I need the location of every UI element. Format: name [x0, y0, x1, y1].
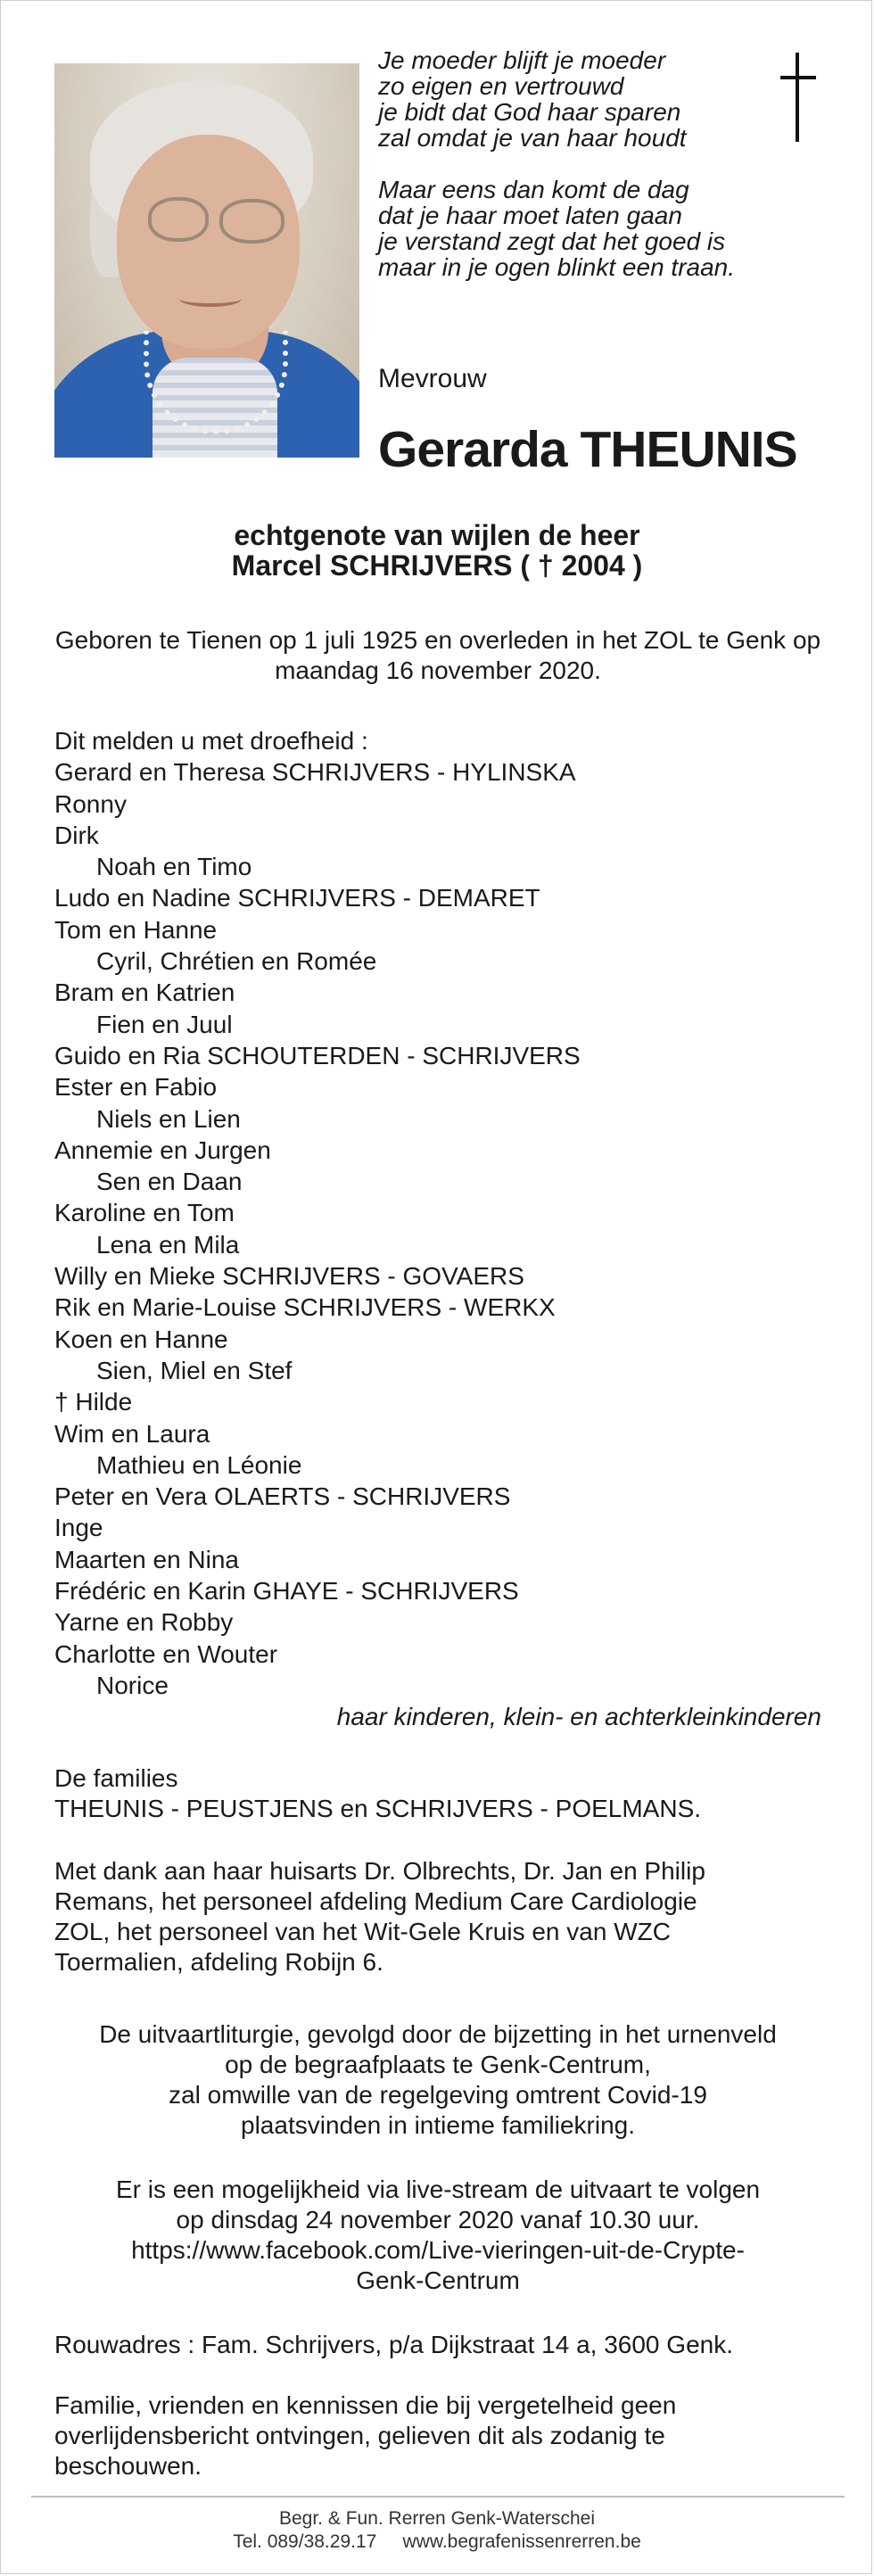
poem-line: Maar eens dan komt de dag — [378, 176, 689, 203]
family-member: Sien, Miel en Stef — [96, 1356, 293, 1384]
family-members — [54, 756, 839, 1701]
family-member: Ludo en Nadine SCHRIJVERS - DEMARET — [54, 884, 540, 912]
family-member: Charlotte en Wouter — [54, 1639, 278, 1668]
cross-icon — [780, 53, 816, 144]
funeral-line: zal omwille van de regelgeving omtrent Covid-19 — [169, 2081, 707, 2109]
family-signature: haar kinderen, klein- en achterkleinkinderen — [336, 1703, 821, 1731]
families-line-2: THEUNIS - PEUSTJENS en SCHRIJVERS - POELMANS. — [54, 1795, 702, 1822]
thanks-line: ZOL, het personeel van het Wit-Gele Kruis en van WZC — [54, 1918, 671, 1945]
closing-block — [54, 2390, 821, 2481]
families-block — [54, 1763, 821, 1824]
thanks-block — [54, 1856, 821, 1977]
family-intro: Dit melden u met droefheid : — [54, 727, 368, 755]
family-member: Dirk — [54, 821, 99, 849]
family-member: Fien en Juul — [96, 1010, 233, 1038]
spouse-info — [1, 520, 873, 581]
family-member: Inge — [54, 1514, 103, 1542]
poem-line: dat je haar moet laten gaan — [378, 202, 682, 229]
poem-stanza-2 — [378, 177, 771, 280]
deceased-name: Gerarda THEUNIS — [378, 421, 797, 478]
family-member: Niels en Lien — [96, 1104, 241, 1133]
poem-line: maar in je ogen blinkt een traan. — [378, 253, 736, 281]
family-member: Noah en Timo — [96, 853, 252, 881]
funeral-line: op de begraafplaats te Genk-Centrum, — [225, 2051, 651, 2078]
poem-line: zal omdat je van haar houdt — [378, 124, 687, 152]
family-member: Ester en Fabio — [54, 1073, 218, 1102]
funeral-home-footer — [1, 2507, 873, 2554]
poem-stanza-1 — [378, 47, 771, 151]
spouse-line-1: echtgenote van wijlen de heer — [234, 519, 640, 551]
families-line-1: De families — [54, 1764, 178, 1792]
family-member: Sen en Daan — [96, 1168, 243, 1196]
family-member: Tom en Hanne — [54, 915, 218, 944]
family-member: Norice — [96, 1671, 169, 1699]
family-member: Lena en Mila — [96, 1230, 240, 1259]
family-member: Koen en Hanne — [54, 1325, 228, 1353]
poem — [378, 47, 771, 306]
closing-line: Familie, vrienden en kennissen die bij vergetelheid geen — [54, 2391, 677, 2419]
salutation: Mevrouw — [378, 364, 487, 393]
thanks-line: Met dank aan haar huisarts Dr. Olbrechts, Dr. Jan en Philip — [54, 1857, 705, 1885]
family-member: Bram en Katrien — [54, 978, 235, 1007]
family-member: † Hilde — [54, 1388, 133, 1416]
family-member: Mathieu en Léonie — [96, 1450, 302, 1479]
family-member: Ronny — [54, 789, 127, 818]
livestream-link[interactable]: https://www.facebook.com/Live-vieringen-uit-de-Crypte- — [131, 2236, 745, 2264]
family-member: Annemie en Jurgen — [54, 1135, 271, 1164]
poem-line: je bidt dat God haar sparen — [378, 98, 681, 126]
family-member: Maarten en Nina — [54, 1545, 240, 1573]
family-member: Wim en Laura — [54, 1419, 210, 1448]
family-member: Yarne en Robby — [54, 1608, 234, 1637]
family-member: Guido en Ria SCHOUTERDEN - SCHRIJVERS — [54, 1041, 581, 1069]
poem-line: zo eigen en vertrouwd — [378, 72, 624, 100]
footer-line-2: Tel. 089/38.29.17 www.begrafenissenrerren.be — [233, 2531, 641, 2552]
footer-line-1: Begr. & Fun. Rerren Genk-Waterschei — [278, 2508, 596, 2529]
funeral-line: De uitvaartliturgie, gevolgd door de bijzetting in het urnenveld — [99, 2020, 777, 2048]
family-member: Karoline en Tom — [54, 1199, 235, 1227]
livestream-line: op dinsdag 24 november 2020 vanaf 10.30 uur. — [176, 2206, 700, 2233]
funeral-block — [54, 2019, 821, 2141]
family-member: Rik en Marie-Louise SCHRIJVERS - WERKX — [54, 1293, 556, 1322]
birth-death-info: Geboren te Tienen op 1 juli 1925 en overleden in het ZOL te Genk op maandag 16 november 2020. — [54, 626, 821, 684]
funeral-line: plaatsvinden in intieme familiekring. — [241, 2111, 635, 2139]
closing-line: overlijdensbericht ontvingen, gelieven dit als zodanig te — [54, 2422, 665, 2449]
thanks-line: Toermalien, afdeling Robijn 6. — [54, 1948, 383, 1976]
thanks-line: Remans, het personeel afdeling Medium Care Cardiologie — [54, 1887, 697, 1915]
family-member: Willy en Mieke SCHRIJVERS - GOVAERS — [54, 1262, 524, 1291]
footer-divider — [31, 2496, 845, 2498]
livestream-link[interactable]: Genk-Centrum — [356, 2266, 520, 2294]
livestream-line: Er is een mogelijkheid via live-stream de uitvaart te volgen — [115, 2176, 761, 2203]
livestream-block — [54, 2175, 821, 2296]
family-member: Frédéric en Karin GHAYE - SCHRIJVERS — [54, 1577, 519, 1606]
spouse-line-2: Marcel SCHRIJVERS ( † 2004 ) — [231, 549, 643, 582]
address-block: Rouwadres : Fam. Schrijvers, p/a Dijkstraat 14 a, 3600 Genk. — [54, 2331, 733, 2358]
closing-line: beschouwen. — [54, 2452, 202, 2480]
family-member: Gerard en Theresa SCHRIJVERS - HYLINSKA — [54, 758, 576, 787]
family-list — [54, 725, 839, 1733]
poem-line: Je moeder blijft je moeder — [378, 46, 666, 74]
family-member: Cyril, Chrétien en Romée — [96, 947, 377, 976]
portrait-photo — [54, 63, 359, 458]
family-member: Peter en Vera OLAERTS - SCHRIJVERS — [54, 1482, 511, 1511]
poem-line: je verstand zegt dat het goed is — [378, 227, 726, 255]
